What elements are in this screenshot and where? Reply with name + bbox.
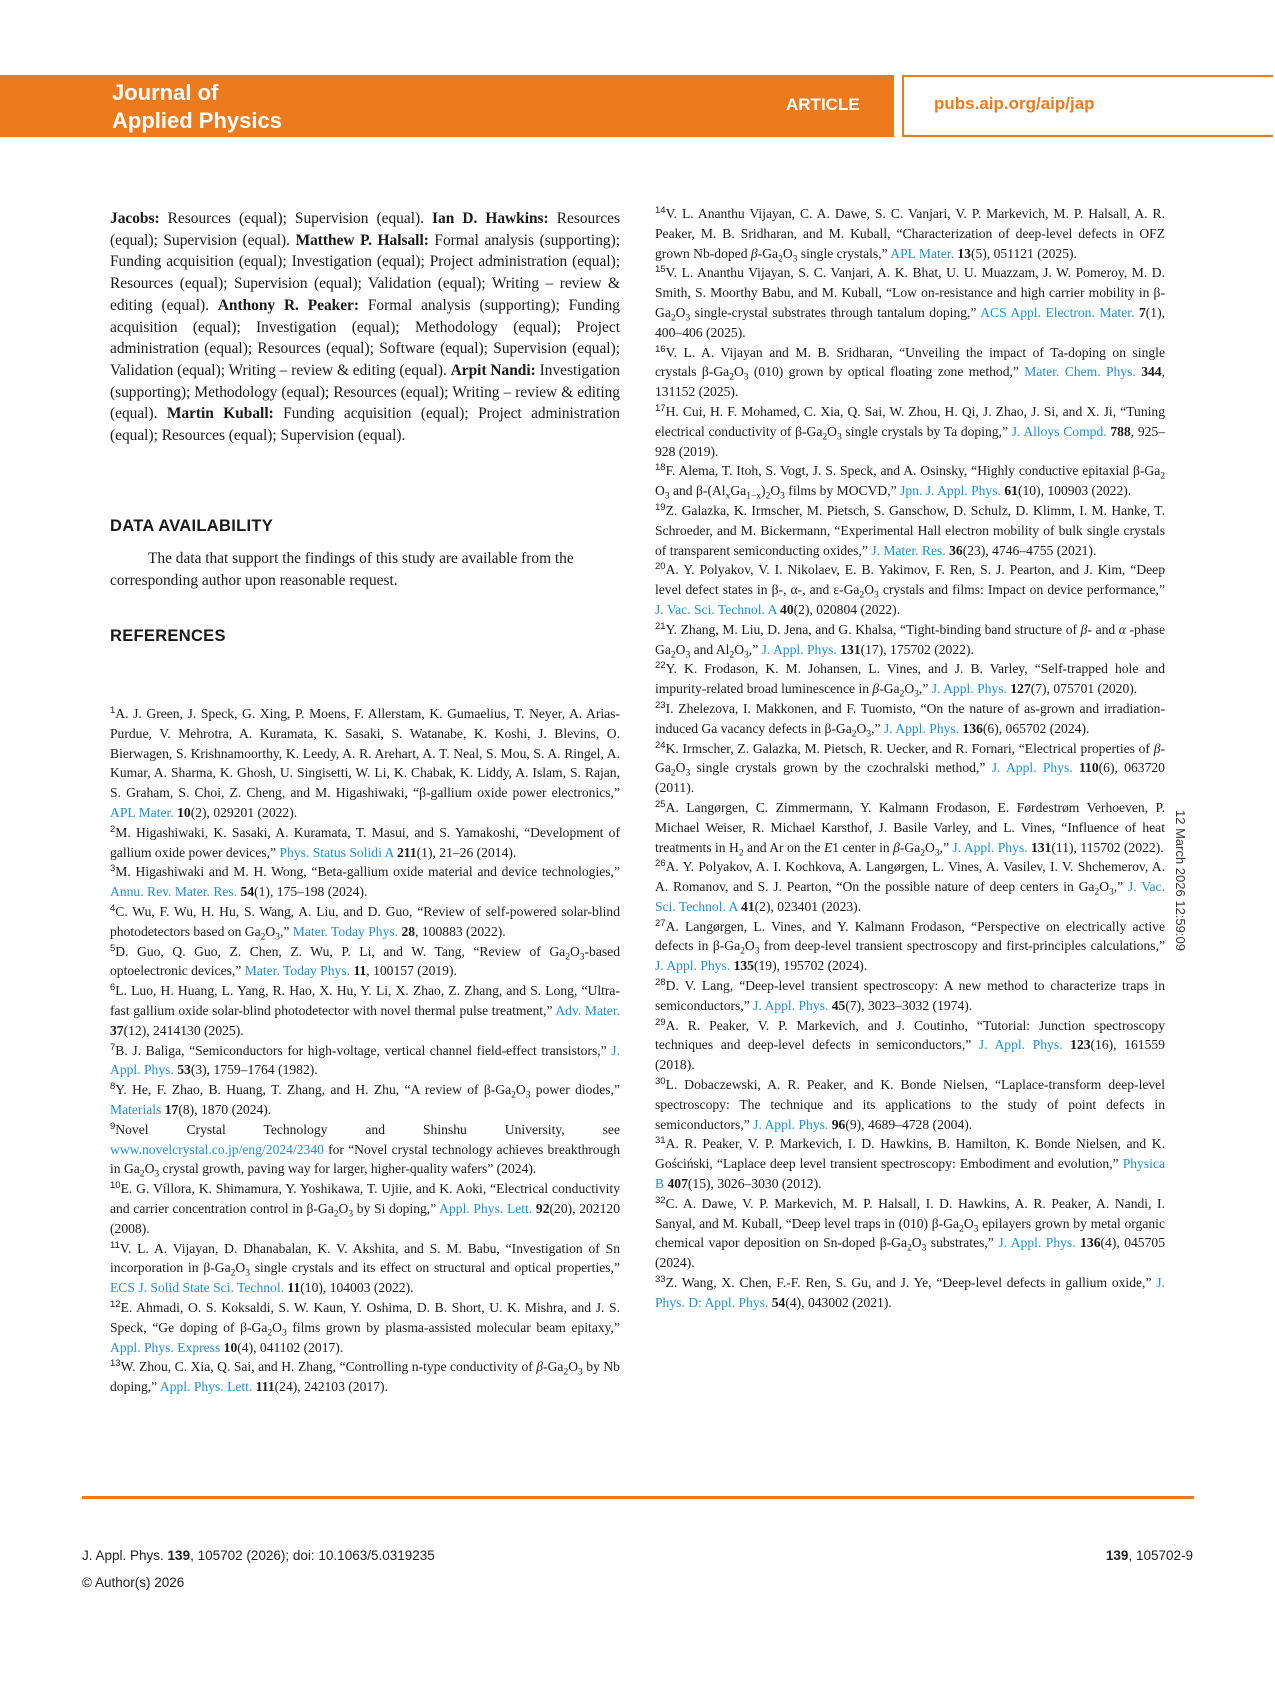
reference-journal-link[interactable]: APL Mater. xyxy=(890,245,954,261)
download-timestamp xyxy=(1170,810,1190,970)
page-volume: 139 xyxy=(1105,1548,1129,1563)
reference-text: A. Langørgen, C. Zimmermann, Y. Kalmann Frodason, E. Førdestrøm Verhoeven, P. Michael Weiser, R. Michael Karsthof, J. Basile Varley, and L. Vines, “Influence of heat treatments in $H_2$ and Ar on the E1 center in $\beta-Ga_2O_3$,” J. Appl. Phys. 131(11), 115702 (2022). xyxy=(655,799,1165,859)
reference-number: 32 xyxy=(655,1194,666,1206)
reference-number: 23 xyxy=(655,699,666,711)
reference-item xyxy=(110,862,620,902)
contributor-roles: Resources (equal); Supervision (equal). xyxy=(110,210,620,249)
reference-text: A. J. Green, J. Speck, G. Xing, P. Moens, F. Allerstam, K. Gumaelius, T. Neyer, A. Arias-Purdue, V. Mehrotra, A. Kuramata, K. Sasaki, S. Watanabe, K. Koshi, J. Blevins, O. Bierwagen, S. Krishnamoorthy, K. Leedy, A. R. Arehart, A. T. Neal, S. Mou, S. A. Ringel, A. Kumar, A. Sharma, K. Ghosh, U. Singisetti, W. Li, K. Chabak, K. Liddy, A. Islam, S. Rajan, S. Graham, S. Choi, Z. Cheng, and M. Higashiwaki, “β-gallium oxide power electronics,” APL Mater. 10(2), 029201 (2022). xyxy=(110,706,620,820)
reference-journal-link[interactable]: ACS Appl. Electron. Mater. xyxy=(980,304,1135,320)
reference-text: B. J. Baliga, “Semiconductors for high-voltage, vertical channel field-effect transistors,” J. Appl. Phys. 53(3), 1759–1764 (1982). xyxy=(110,1042,620,1078)
reference-text: Y. K. Frodason, K. M. Johansen, L. Vines, and J. B. Varley, “Self-trapped hole and impurity-related broad luminescence in $\beta-Ga_2O_3$,” J. Appl. Phys. 127(7), 075701 (2020). xyxy=(655,661,1165,700)
reference-list-right xyxy=(655,204,1165,1313)
reference-journal-link[interactable]: J. Appl. Phys. xyxy=(753,1116,829,1132)
journal-url-box xyxy=(902,75,1273,137)
reference-list-left xyxy=(110,704,620,1397)
reference-number: 9 xyxy=(110,1120,116,1132)
reference-number: 13 xyxy=(110,1358,121,1370)
reference-item xyxy=(655,263,1165,342)
references-heading: REFERENCES xyxy=(110,627,226,645)
contributor-name: Jacobs: xyxy=(110,210,160,227)
reference-journal-link[interactable]: J. Alloys Compd. xyxy=(1011,423,1107,439)
reference-text: D. V. Lang, “Deep-level transient spectroscopy: A new method to characterize traps in semiconductors,” J. Appl. Phys. 45(7), 3023–3032 (1974). xyxy=(655,978,1165,1013)
reference-text: A. Y. Polyakov, V. I. Nikolaev, E. B. Yakimov, F. Ren, S. J. Pearton, and J. Kim, “Deep level defect states in β-, α-, and $\varepsilon-Ga_2O_3$ crystals and films: Impact on device performance,” J. Vac. Sci. Technol. A 40(2), 020804 (2022). xyxy=(655,562,1165,617)
contributor-name: Anthony R. Peaker: xyxy=(217,296,359,314)
reference-number: 5 xyxy=(110,942,116,954)
journal-title-line2: Applied Physics xyxy=(112,108,282,133)
reference-journal-link[interactable]: Mater. Chem. Phys. xyxy=(1024,364,1136,380)
reference-text: E. Ahmadi, O. S. Koksaldi, S. W. Kaun, Y. Oshima, D. B. Short, U. K. Mishra, and J. S. Speck, “Ge doping of $\beta-Ga_2O_3$ films grown by plasma-assisted molecular beam epitaxy,” Appl. Phys. Express 10(4), 041102 (2017). xyxy=(110,1299,620,1355)
reference-journal-link[interactable]: Appl. Phys. Lett. xyxy=(439,1200,533,1216)
reference-text: V. L. A. Vijayan and M. B. Sridharan, “Unveiling the impact of Ta-doping on single crystals $\beta-Ga_2O_3$ (010) grown by optical floating zone method,” Mater. Chem. Phys. 344, 131152 (2025). xyxy=(655,344,1165,400)
reference-text: L. Dobaczewski, A. R. Peaker, and K. Bonde Nielsen, “Laplace-transform deep-level spectroscopy: The technique and its applications to the study of point defects in semiconductors,” J. Appl. Phys. 96(9), 4689–4728 (2004). xyxy=(655,1077,1165,1132)
reference-item xyxy=(110,1179,620,1238)
reference-item xyxy=(655,1134,1165,1193)
page-rest: , 105702-9 xyxy=(1128,1548,1193,1563)
reference-number: 27 xyxy=(655,917,666,929)
reference-item xyxy=(655,857,1165,916)
reference-number: 19 xyxy=(655,501,666,513)
reference-item xyxy=(110,902,620,942)
data-availability-text: The data that support the findings of this study are available from the corresponding author upon reasonable request. xyxy=(110,550,574,589)
reference-item xyxy=(110,1298,620,1357)
reference-text: Y. He, F. Zhao, B. Huang, T. Zhang, and H. Zhu, “A review of $\beta-Ga_2O_3$ power diodes,” Materials 17(8), 1870 (2024). xyxy=(110,1082,620,1117)
reference-item xyxy=(110,1239,620,1298)
reference-text: K. Irmscher, Z. Galazka, M. Pietsch, R. Uecker, and R. Fornari, “Electrical properties of $\beta-Ga_2O_3$ single crystals grown by the czochralski method,” J. Appl. Phys. 110(6), 063720 (2011). xyxy=(655,740,1165,796)
reference-journal-link[interactable]: J. Appl. Phys. xyxy=(952,839,1028,855)
reference-item xyxy=(655,739,1165,798)
reference-journal-link[interactable]: J. Appl. Phys. xyxy=(655,958,731,974)
reference-journal-link[interactable]: Materials xyxy=(110,1101,162,1117)
reference-journal-link[interactable]: Appl. Phys. Express xyxy=(110,1339,221,1355)
reference-journal-link[interactable]: J. Phys. D: Appl. Phys. xyxy=(655,1275,1165,1310)
reference-text: W. Zhou, C. Xia, Q. Sai, and H. Zhang, “Controlling n-type conductivity of $\beta-Ga_2O_3$ by Nb doping,” Appl. Phys. Lett. 111(24), 242103 (2017). xyxy=(110,1359,620,1395)
reference-number: 25 xyxy=(655,798,666,810)
reference-item xyxy=(655,1273,1165,1313)
reference-text: I. Zhelezova, I. Makkonen, and F. Tuomisto, “On the nature of as-grown and irradiation-induced Ga vacancy defects in $\beta-Ga_2O_3$,” J. Appl. Phys. 136(6), 065702 (2024). xyxy=(655,700,1165,740)
reference-item xyxy=(655,204,1165,263)
reference-text: A. Y. Polyakov, A. I. Kochkova, A. Langørgen, L. Vines, A. Vasilev, I. V. Shchemerov, A. A. Romanov, and S. J. Pearton, “On the possible nature of deep centers in $Ga_2O_3$,” J. Vac. Sci. Technol. A 41(2), 023401 (2023). xyxy=(655,859,1165,914)
download-timestamp-text: 12 March 2026 12:59:09 xyxy=(1173,810,1188,951)
reference-text: A. R. Peaker, V. P. Markevich, I. D. Hawkins, B. Hamilton, K. Bonde Nielsen, and K. Gościński, “Laplace deep level transient spectroscopy: Embodiment and evolution,” Physica B 407(15), 3026–3030 (2012). xyxy=(655,1136,1165,1192)
reference-number: 8 xyxy=(110,1081,116,1093)
reference-number: 10 xyxy=(110,1180,121,1192)
reference-number: 3 xyxy=(110,863,116,875)
reference-number: 15 xyxy=(655,264,666,276)
reference-journal-link[interactable]: Physica B xyxy=(655,1156,1165,1192)
reference-item xyxy=(655,343,1165,402)
reference-item xyxy=(110,823,620,863)
reference-journal-link[interactable]: Adv. Mater. xyxy=(555,1002,620,1018)
reference-item xyxy=(655,699,1165,739)
reference-text: A. Langørgen, L. Vines, and Y. Kalmann Frodason, “Perspective on electrically active defects in $\beta-Ga_2O_3$ from deep-level transient spectroscopy and first-principles calculations,” J. Appl. Phys. 135(19), 195702 (2024). xyxy=(655,918,1166,974)
reference-item xyxy=(110,981,620,1040)
reference-text: C. Wu, F. Wu, H. Hu, S. Wang, A. Liu, and D. Guo, “Review of self-powered solar-blind photodetectors based on $Ga_2O_3$,” Mater. Today Phys. 28, 100883 (2022). xyxy=(110,903,620,943)
reference-item xyxy=(655,917,1165,976)
reference-number: 21 xyxy=(655,620,666,632)
reference-item xyxy=(110,1120,620,1179)
reference-item xyxy=(110,1041,620,1081)
reference-item xyxy=(110,704,620,823)
reference-item xyxy=(655,798,1165,857)
journal-url-link[interactable]: pubs.aip.org/aip/jap xyxy=(934,94,1095,113)
contributor-roles: Formal analysis (supporting); Funding acquisition (equal); Investigation (equal); Methodology (equal); Project administration (equal); Resources (equal); Software (equal); Supervision (equal); Validation (equal); Writing – review & editing (equal). xyxy=(110,296,620,379)
reference-text: M. Higashiwaki and M. H. Wong, “Beta-gallium oxide material and device technologies,” Annu. Rev. Mater. Res. 54(1), 175–198 (2024). xyxy=(110,864,620,900)
reference-journal-link[interactable]: Jpn. J. Appl. Phys. xyxy=(900,483,1001,499)
article-type-label: ARTICLE xyxy=(786,95,860,114)
reference-text: V. L. Ananthu Vijayan, C. A. Dawe, S. C. Vanjari, V. P. Markevich, M. P. Halsall, A. R. Peaker, M. B. Sridharan, and M. Kuball, “Characterization of deep-level defects in OFZ grown Nb-doped $\beta-Ga_2O_3$ single crystals,” APL Mater. 13(5), 051121 (2025). xyxy=(655,206,1165,265)
reference-item xyxy=(655,1016,1165,1075)
reference-item xyxy=(110,942,620,982)
reference-journal-link[interactable]: J. Vac. Sci. Technol. A xyxy=(655,879,1165,914)
reference-number: 4 xyxy=(110,902,116,914)
reference-journal-link[interactable]: J. Vac. Sci. Technol. A xyxy=(655,601,777,617)
reference-number: 17 xyxy=(655,402,666,414)
contributor-name: Martin Kuball: xyxy=(166,405,274,423)
reference-item xyxy=(655,402,1165,461)
reference-text: Y. Zhang, M. Liu, D. Jena, and G. Khalsa, “Tight-binding band structure of β- and α -phase $Ga_2O_3$ and $Al_2O_3$,” J. Appl. Phys. 131(17), 175702 (2022). xyxy=(655,621,1165,661)
reference-journal-link[interactable]: J. Appl. Phys. xyxy=(761,641,837,657)
reference-journal-link[interactable]: J. Appl. Phys. xyxy=(998,1235,1076,1251)
contributor-roles: Resources (equal); Supervision (equal). xyxy=(159,210,433,227)
journal-header xyxy=(0,75,1275,137)
reference-text: Novel Crystal Technology and Shinshu University, see www.novelcrystal.co.jp/eng/2024/2340 for “Novel crystal technology achieves breakthrough in $Ga_2O_3$ crystal growth, paving way for larger, higher-quality wafers” (2024). xyxy=(110,1121,620,1181)
reference-text: F. Alema, T. Itoh, S. Vogt, J. S. Speck, and A. Osinsky, “Highly conductive epitaxial $\beta-Ga_2$ $O_3$ and $\beta-(Al_xGa_{1-x})_2O_3$ films by MOCVD,” Jpn. J. Appl. Phys. 61(10), 100903 (2022). xyxy=(655,463,1165,502)
contributor-roles: Investigation (supporting); Methodology (equal); Resources (equal); Writing – review & editing (equal). xyxy=(110,361,620,423)
contributor-name: Matthew P. Halsall: xyxy=(295,231,429,249)
reference-item xyxy=(655,1075,1165,1134)
contributor-name: Arpit Nandi: xyxy=(450,361,536,379)
reference-number: 29 xyxy=(655,1016,666,1028)
author-contributions xyxy=(110,208,620,447)
reference-journal-link[interactable]: J. Appl. Phys. xyxy=(883,720,960,736)
reference-text: Z. Wang, X. Chen, F.-F. Ren, S. Gu, and J. Ye, “Deep-level defects in gallium oxide,” J. Phys. D: Appl. Phys. 54(4), 043002 (2021). xyxy=(655,1275,1165,1310)
reference-number: 6 xyxy=(110,982,116,994)
footer-copyright: © Author(s) 2026 xyxy=(82,1575,185,1590)
reference-item xyxy=(110,1080,620,1120)
reference-journal-link[interactable]: ECS J. Solid State Sci. Technol. xyxy=(110,1280,285,1296)
reference-text: M. Higashiwaki, K. Sasaki, A. Kuramata, T. Masui, and S. Yamakoshi, “Development of gallium oxide power devices,” Phys. Status Solidi A 211(1), 21–26 (2014). xyxy=(110,824,620,860)
journal-title[interactable] xyxy=(112,79,282,135)
reference-number: 14 xyxy=(655,205,666,216)
reference-text: L. Luo, H. Huang, L. Yang, R. Hao, X. Hu, Y. Li, X. Zhao, Z. Zhang, and S. Long, “Ultra-fast gallium oxide solar-blind photodetector with novel thermal pulse treatment,” Adv. Mater. 37(12), 2414130 (2025). xyxy=(110,983,620,1038)
reference-text: Z. Galazka, K. Irmscher, M. Pietsch, S. Ganschow, D. Schulz, D. Klimm, I. M. Hanke, T. Schroeder, and M. Bickermann, “Experimental Hall electron mobility of bulk single crystals of transparent semiconducting oxides,” J. Mater. Res. 36(23), 4746–4755 (2021). xyxy=(655,502,1165,558)
reference-number: 7 xyxy=(110,1041,116,1053)
reference-number: 16 xyxy=(655,343,666,355)
reference-journal-link[interactable]: J. Appl. Phys. xyxy=(931,681,1007,697)
reference-item xyxy=(655,659,1165,699)
reference-journal-link[interactable]: J. Appl. Phys. xyxy=(991,760,1073,776)
reference-number: 28 xyxy=(655,977,666,989)
reference-number: 20 xyxy=(655,561,666,573)
footer-page-number xyxy=(1106,1548,1193,1563)
reference-number: 31 xyxy=(655,1135,666,1147)
header-banner xyxy=(0,75,894,137)
reference-number: 1 xyxy=(110,705,116,716)
reference-text: C. A. Dawe, V. P. Markevich, M. P. Halsall, I. D. Hawkins, A. R. Peaker, A. Nandi, I. Sanyal, and M. Kuball, “Deep level traps in (010) $\beta-Ga_2O_3$ epilayers grown by metal organic chemical vapor deposition on Sn-doped $\beta-Ga_2O_3$ substrates,” J. Appl. Phys. 136(4), 045705 (2024). xyxy=(655,1195,1165,1271)
reference-item xyxy=(655,501,1165,560)
reference-journal-link[interactable]: Annu. Rev. Mater. Res. xyxy=(110,884,238,900)
contributor-roles: Funding acquisition (equal); Project administration (equal); Resources (equal); Supervision (equal). xyxy=(110,405,620,445)
reference-journal-link[interactable]: Mater. Today Phys. xyxy=(292,923,399,939)
reference-text: H. Cui, H. F. Mohamed, C. Xia, Q. Sai, W. Zhou, H. Qi, J. Zhao, J. Si, and X. Ji, “Tuning electrical conductivity of $\beta-Ga_2O_3$ single crystals by Ta doping,” J. Alloys Compd. 788, 925–928 (2019). xyxy=(655,403,1166,459)
contributor-roles: Formal analysis (supporting); Funding acquisition (equal); Investigation (equal); Project administration (equal); Resources (equal); Supervision (equal); Validation (equal); Writing – review & editing (equal). xyxy=(110,231,620,314)
citation-volume: 139 xyxy=(167,1548,191,1563)
citation-prefix: J. Appl. Phys. xyxy=(82,1548,168,1563)
footer-rule xyxy=(82,1496,1194,1499)
reference-journal-link[interactable]: J. Appl. Phys. xyxy=(110,1042,620,1078)
journal-title-line1: Journal of xyxy=(112,80,219,105)
reference-item xyxy=(110,1357,620,1397)
contributor-name: Ian D. Hawkins: xyxy=(432,210,549,227)
reference-item xyxy=(655,461,1165,501)
reference-text: A. R. Peaker, V. P. Markevich, and J. Coutinho, “Tutorial: Junction spectroscopy techniques and deep-level defects in semiconductors,” J. Appl. Phys. 123(16), 161559 (2018). xyxy=(655,1017,1165,1073)
reference-journal-link[interactable]: Phys. Status Solidi A xyxy=(279,844,394,860)
reference-item xyxy=(655,976,1165,1016)
reference-journal-link[interactable]: J. Mater. Res. xyxy=(871,542,946,558)
reference-item xyxy=(655,1194,1165,1273)
reference-number: 11 xyxy=(110,1239,120,1251)
reference-number: 22 xyxy=(655,660,666,672)
left-column xyxy=(110,208,620,1395)
reference-number: 30 xyxy=(655,1076,666,1088)
reference-journal-link[interactable]: J. Appl. Phys. xyxy=(753,997,829,1013)
reference-journal-link[interactable]: Mater. Today Phys. xyxy=(244,963,351,979)
reference-number: 2 xyxy=(110,823,116,835)
reference-number: 12 xyxy=(110,1298,121,1310)
reference-journal-link[interactable]: www.novelcrystal.co.jp/eng/2024/2340 xyxy=(110,1141,324,1157)
reference-item xyxy=(655,620,1165,660)
footer-citation xyxy=(82,1548,435,1563)
data-availability-heading: DATA AVAILABILITY xyxy=(110,517,274,535)
reference-journal-link[interactable]: J. Appl. Phys. xyxy=(978,1037,1063,1053)
reference-journal-link[interactable]: Appl. Phys. Lett. xyxy=(159,1379,253,1395)
reference-text: V. L. Ananthu Vijayan, S. C. Vanjari, A. K. Bhat, U. U. Muazzam, J. W. Pomeroy, M. D. Smith, S. Moorthy Babu, and M. Kuball, “Low on-resistance and high carrier mobility in $\beta-Ga_2O_3$ single-crystal substrates through tantalum doping,” ACS Appl. Electron. Mater. 7(1), 400–406 (2025). xyxy=(655,265,1165,340)
reference-journal-link[interactable]: APL Mater. xyxy=(110,804,174,820)
citation-rest: , 105702 (2026); doi: 10.1063/5.0319235 xyxy=(190,1548,435,1563)
reference-text: V. L. A. Vijayan, D. Dhanabalan, K. V. Akshita, and S. M. Babu, “Investigation of Sn incorporation in $\beta-Ga_2O_3$ single crystals and its effect on structural and optical properties,” ECS J. Solid State Sci. Technol. 11(10), 104003 (2022). xyxy=(110,1240,620,1296)
reference-number: 24 xyxy=(655,739,666,751)
reference-text: D. Guo, Q. Guo, Z. Chen, Z. Wu, P. Li, and W. Tang, “Review of $Ga_2O_3$-based optoelectronic devices,” Mater. Today Phys. 11, 100157 (2019). xyxy=(110,943,620,979)
reference-number: 18 xyxy=(655,462,666,474)
reference-item xyxy=(655,560,1165,619)
reference-number: 26 xyxy=(655,858,666,870)
reference-text: E. G. Víllora, K. Shimamura, Y. Yoshikawa, T. Ujiie, and K. Aoki, “Electrical conductivity and carrier concentration control in $\beta-Ga_2O_3$ by Si doping,” Appl. Phys. Lett. 92(20), 202120 (2008). xyxy=(110,1181,620,1236)
reference-number: 33 xyxy=(655,1274,666,1286)
